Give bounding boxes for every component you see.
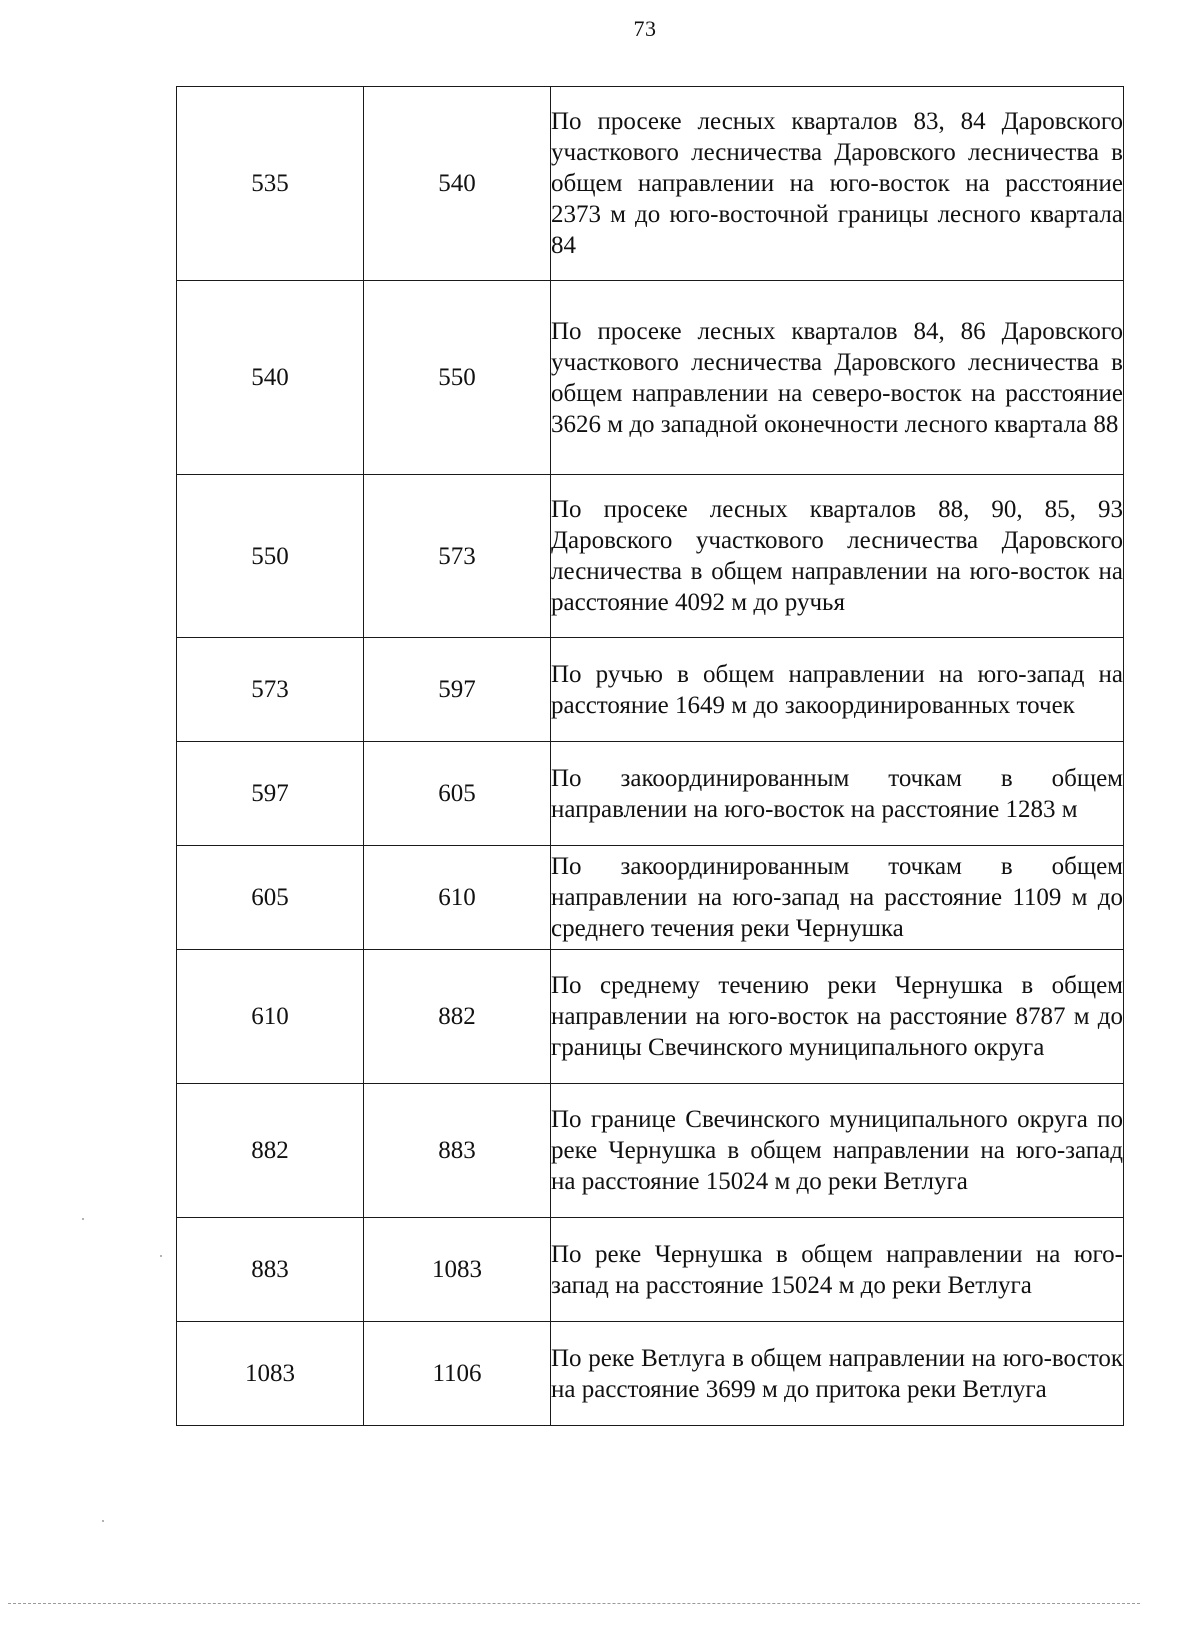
table-row <box>177 846 1124 950</box>
from-point-cell: 1083 <box>177 1322 364 1426</box>
to-point-cell: 610 <box>364 846 551 950</box>
route-description-cell: По просеке лесных кварталов 83, 84 Даровского участкового лесничества Даровского лесничества в общем направлении на юго-восток на расстояние 2373 м до юго-восточной границы лесного квартала 84 <box>551 87 1124 281</box>
from-point-cell: 883 <box>177 1218 364 1322</box>
table-row <box>177 87 1124 281</box>
to-point-cell: 883 <box>364 1084 551 1218</box>
route-description-cell: По границе Свечинского муниципального округа по реке Чернушка в общем направлении на юго-запад на расстояние 15024 м до реки Ветлуга <box>551 1084 1124 1218</box>
from-point-cell: 610 <box>177 950 364 1084</box>
scan-edge-line <box>8 1603 1140 1604</box>
to-point-cell: 1106 <box>364 1322 551 1426</box>
route-description-cell: По среднему течению реки Чернушка в общем направлении на юго-восток на расстояние 8787 м до границы Свечинского муниципального округа <box>551 950 1124 1084</box>
page-number: 73 <box>633 16 657 41</box>
table-row <box>177 1322 1124 1426</box>
from-point-cell: 882 <box>177 1084 364 1218</box>
to-point-cell: 597 <box>364 638 551 742</box>
route-description-cell: По реке Ветлуга в общем направлении на юго-восток на расстояние 3699 м до притока реки Ветлуга <box>551 1322 1124 1426</box>
route-description-cell: По закоординированным точкам в общем направлении на юго-запад на расстояние 1109 м до среднего течения реки Чернушка <box>551 846 1124 950</box>
table-row <box>177 742 1124 846</box>
to-point-cell: 1083 <box>364 1218 551 1322</box>
table-row <box>177 1084 1124 1218</box>
to-point-cell: 573 <box>364 475 551 638</box>
table-row <box>177 281 1124 475</box>
route-description-cell: По просеке лесных кварталов 88, 90, 85, 93 Даровского участкового лесничества Даровского лесничества в общем направлении на юго-восток на расстояние 4092 м до ручья <box>551 475 1124 638</box>
to-point-cell: 605 <box>364 742 551 846</box>
from-point-cell: 550 <box>177 475 364 638</box>
boundary-table-container <box>176 86 1123 1426</box>
from-point-cell: 540 <box>177 281 364 475</box>
scan-speck <box>160 1255 162 1257</box>
route-description-cell: По ручью в общем направлении на юго-запад на расстояние 1649 м до закоординированных точек <box>551 638 1124 742</box>
table-row <box>177 950 1124 1084</box>
route-description-cell: По закоординированным точкам в общем направлении на юго-восток на расстояние 1283 м <box>551 742 1124 846</box>
from-point-cell: 535 <box>177 87 364 281</box>
table-row <box>177 638 1124 742</box>
scan-speck <box>82 1218 84 1220</box>
from-point-cell: 597 <box>177 742 364 846</box>
from-point-cell: 605 <box>177 846 364 950</box>
from-point-cell: 573 <box>177 638 364 742</box>
to-point-cell: 550 <box>364 281 551 475</box>
table-row <box>177 1218 1124 1322</box>
table-body <box>177 87 1124 1426</box>
boundary-description-table <box>176 86 1124 1426</box>
to-point-cell: 882 <box>364 950 551 1084</box>
route-description-cell: По просеке лесных кварталов 84, 86 Даровского участкового лесничества Даровского лесничества в общем направлении на северо-восток на расстояние 3626 м до западной оконечности лесного квартала 88 <box>551 281 1124 475</box>
to-point-cell: 540 <box>364 87 551 281</box>
scan-speck <box>102 1520 104 1522</box>
route-description-cell: По реке Чернушка в общем направлении на юго-запад на расстояние 15024 м до реки Ветлуга <box>551 1218 1124 1322</box>
table-row <box>177 475 1124 638</box>
